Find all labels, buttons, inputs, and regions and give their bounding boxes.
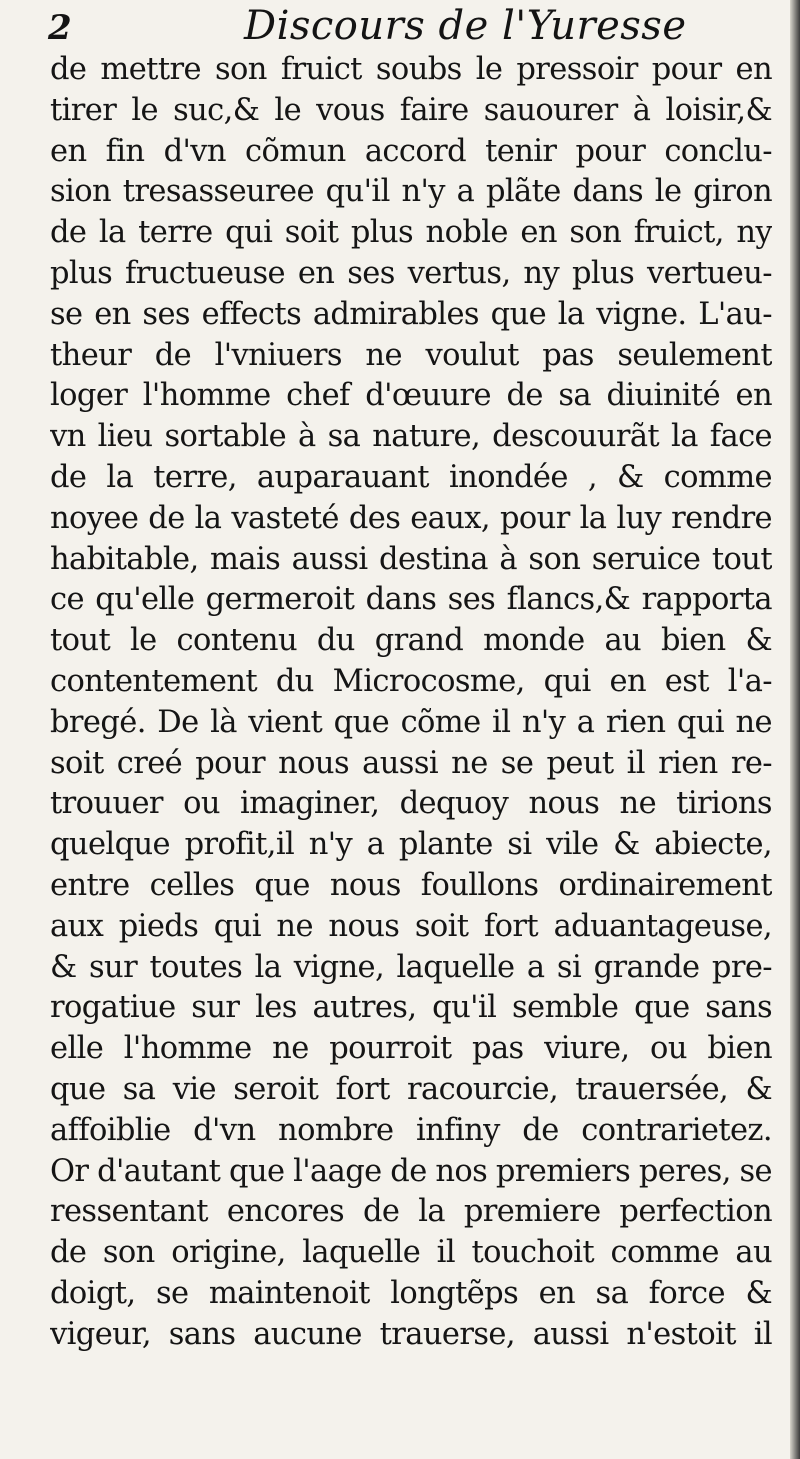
text-line: doigt, se maintenoit longtẽps en sa force & bbox=[50, 1275, 772, 1311]
text-line: se en ses effects admirables que la vigne. L'au- bbox=[50, 296, 772, 332]
text-line: affoiblie d'vn nombre infiny de contrarietez. bbox=[50, 1112, 772, 1148]
text-line: trouuer ou imaginer, dequoy nous ne tirions bbox=[50, 786, 772, 822]
text-line: de son origine, laquelle il touchoit comme au bbox=[50, 1235, 772, 1271]
page-number: 2 bbox=[48, 8, 72, 48]
text-line: contentement du Microcosme, qui en est l'a- bbox=[50, 663, 772, 699]
text-line: & sur toutes la vigne, laquelle a si grande pre- bbox=[50, 949, 772, 985]
page-edge-shadow bbox=[790, 0, 800, 1459]
text-line: rogatiue sur les autres, qu'il semble que sans bbox=[50, 990, 772, 1026]
text-line: de la terre qui soit plus noble en son fruict, ny bbox=[50, 215, 772, 251]
text-line: soit creé pour nous aussi ne se peut il rien re- bbox=[50, 745, 772, 781]
text-line: bregé. De là vient que cõme il n'y a rien qui ne bbox=[50, 704, 772, 740]
text-line: aux pieds qui ne nous soit fort aduantageuse, bbox=[50, 908, 772, 944]
text-line: loger l'homme chef d'œuure de sa diuinité en bbox=[50, 378, 772, 414]
text-line: ce qu'elle germeroit dans ses flancs,& rapporta bbox=[50, 582, 772, 618]
body-text bbox=[50, 50, 772, 1356]
text-line: Or d'autant que l'aage de nos premiers peres, se bbox=[50, 1153, 772, 1189]
text-line: vigeur, sans aucune trauerse, aussi n'estoit il bbox=[50, 1316, 772, 1352]
text-line: entre celles que nous foullons ordinairement bbox=[50, 867, 772, 903]
text-line: de la terre, auparauant inondée , & comme bbox=[50, 459, 772, 495]
text-line: tirer le suc,& le vous faire sauourer à loisir,& bbox=[50, 92, 772, 128]
text-line: ressentant encores de la premiere perfection bbox=[50, 1194, 772, 1230]
text-line: en fin d'vn cõmun accord tenir pour conclu- bbox=[50, 133, 772, 169]
text-line: de mettre son fruict soubs le pressoir pour en bbox=[50, 52, 772, 87]
text-line: noyee de la vasteté des eaux, pour la luy rendre bbox=[50, 500, 772, 536]
text-line: habitable, mais aussi destina à son seruice tout bbox=[50, 541, 772, 577]
text-line: plus fructueuse en ses vertus, ny plus vertueu- bbox=[50, 255, 772, 291]
text-line: vn lieu sortable à sa nature, descouurãt la face bbox=[50, 419, 772, 455]
text-line: que sa vie seroit fort racourcie, trauersée, & bbox=[50, 1071, 772, 1107]
page-header bbox=[48, 4, 768, 50]
text-line: quelque profit,il n'y a plante si vile & abiecte, bbox=[50, 827, 772, 863]
text-line: elle l'homme ne pourroit pas viure, ou bien bbox=[50, 1031, 772, 1067]
text-line: theur de l'vniuers ne voulut pas seulement bbox=[50, 337, 772, 373]
text-line: sion tresasseuree qu'il n'y a plãte dans le giron bbox=[50, 174, 772, 210]
running-title: Discours de l'Yuresse bbox=[244, 3, 687, 49]
text-line: tout le contenu du grand monde au bien & bbox=[50, 623, 772, 659]
